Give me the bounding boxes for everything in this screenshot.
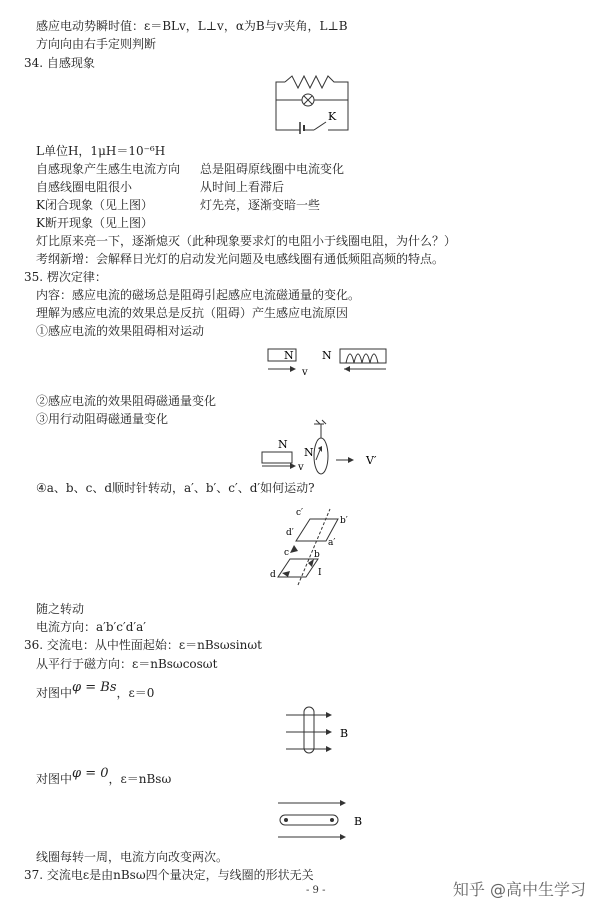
math-phi-bs: φ = Bs (72, 680, 117, 695)
page-number: - 9 - (306, 885, 326, 896)
magnet-coil-diagram (268, 345, 398, 385)
text-line (36, 766, 172, 788)
text-line: L单位H，1μH＝10⁻⁶H (36, 144, 166, 158)
label-emf-max: ，ε＝nBsω (108, 772, 172, 786)
label-d: d (270, 570, 276, 580)
text-line: 从时间上看滞后 (200, 180, 285, 194)
rotating-frames-diagram (268, 505, 368, 589)
text-line: 电流方向：a′b′c′d′a′ (36, 620, 147, 634)
text-line: ②感应电流的效果阻碍磁通量变化 (36, 394, 217, 408)
text-line (36, 680, 155, 702)
label-figure: 对图中 (36, 686, 73, 700)
label-n: N (278, 438, 288, 451)
label-n: N (322, 349, 332, 362)
label-v: v (298, 462, 304, 473)
text-line: ①感应电流的效果阻碍相对运动 (36, 324, 205, 338)
text-line: 从平行于磁方向：ε＝nBsωcosωt (36, 657, 218, 671)
label-c: c (284, 548, 290, 558)
text-line: ④a、b、c、d顺时针转动，a′、b′、c′、d′如何运动? (36, 481, 315, 495)
section-heading: 35. 楞次定律： (24, 270, 107, 284)
label-k: K (328, 110, 337, 123)
text-line: 考纲新增：会解释日光灯的启动发光问题及电感线圈有通低频阻高频的特点。 (36, 252, 445, 266)
section-heading: 37. 交流电ε是由nBsω四个量决定，与线圈的形状无关 (24, 868, 314, 882)
text-line: K闭合现象（见上图） (36, 198, 153, 212)
label-c-prime: c′ (296, 508, 304, 518)
watermark: 知乎 @高中生学习 (452, 880, 586, 899)
label-i: I (318, 568, 322, 578)
label-figure: 对图中 (36, 772, 73, 786)
magnet-ring-diagram (260, 420, 400, 476)
text-line: 总是阻碍原线圈中电流变化 (200, 162, 345, 176)
math-phi-zero: φ = 0 (72, 766, 109, 781)
coil-field-diagram-1 (282, 705, 362, 755)
text-line: 内容：感应电流的磁场总是阻碍引起感应电流磁通量的变化。 (36, 288, 361, 302)
text-line: K断开现象（见上图） (36, 216, 153, 230)
label-v-prime: V′ (366, 454, 377, 467)
label-b: B (340, 727, 349, 740)
label-n: N (284, 349, 294, 362)
label-emf-zero: ，ε＝0 (116, 686, 155, 700)
text-line: 线圈每转一周，电流方向改变两次。 (36, 850, 229, 864)
label-v: v (302, 367, 308, 378)
label-b: b (314, 550, 320, 560)
text-line: 随之转动 (36, 602, 85, 616)
text-line: 自感线圈电阻很小 (36, 180, 133, 194)
text-line: 理解为感应电流的效果总是反抗（阻碍）产生感应电流原因 (36, 306, 349, 320)
text-line: 灯先亮，逐渐变暗一些 (200, 198, 321, 212)
coil-field-diagram-2 (274, 797, 370, 843)
text-line: 感应电动势瞬时值：ε＝BLv，L⊥v，α为B与v夹角，L⊥B (36, 19, 348, 33)
circuit-diagram (270, 72, 360, 132)
text-line: 灯比原来亮一下，逐渐熄灭（此种现象要求灯的电阻小于线圈电阻，为什么？） (36, 234, 457, 248)
label-b: B (354, 815, 363, 828)
label-a-prime: a′ (328, 538, 336, 548)
section-heading: 36. 交流电：从中性面起始：ε＝nBsωsinωt (24, 638, 262, 652)
text-line: 方向向由右手定则判断 (36, 37, 157, 51)
section-heading: 34. 自感现象 (24, 56, 95, 70)
text-line: 自感现象产生感生电流方向 (36, 162, 181, 176)
text-line: ③用行动阻碍磁通量变化 (36, 412, 169, 426)
label-n: N (304, 446, 314, 459)
label-d-prime: d′ (286, 528, 294, 538)
label-b-prime: b′ (340, 516, 348, 526)
